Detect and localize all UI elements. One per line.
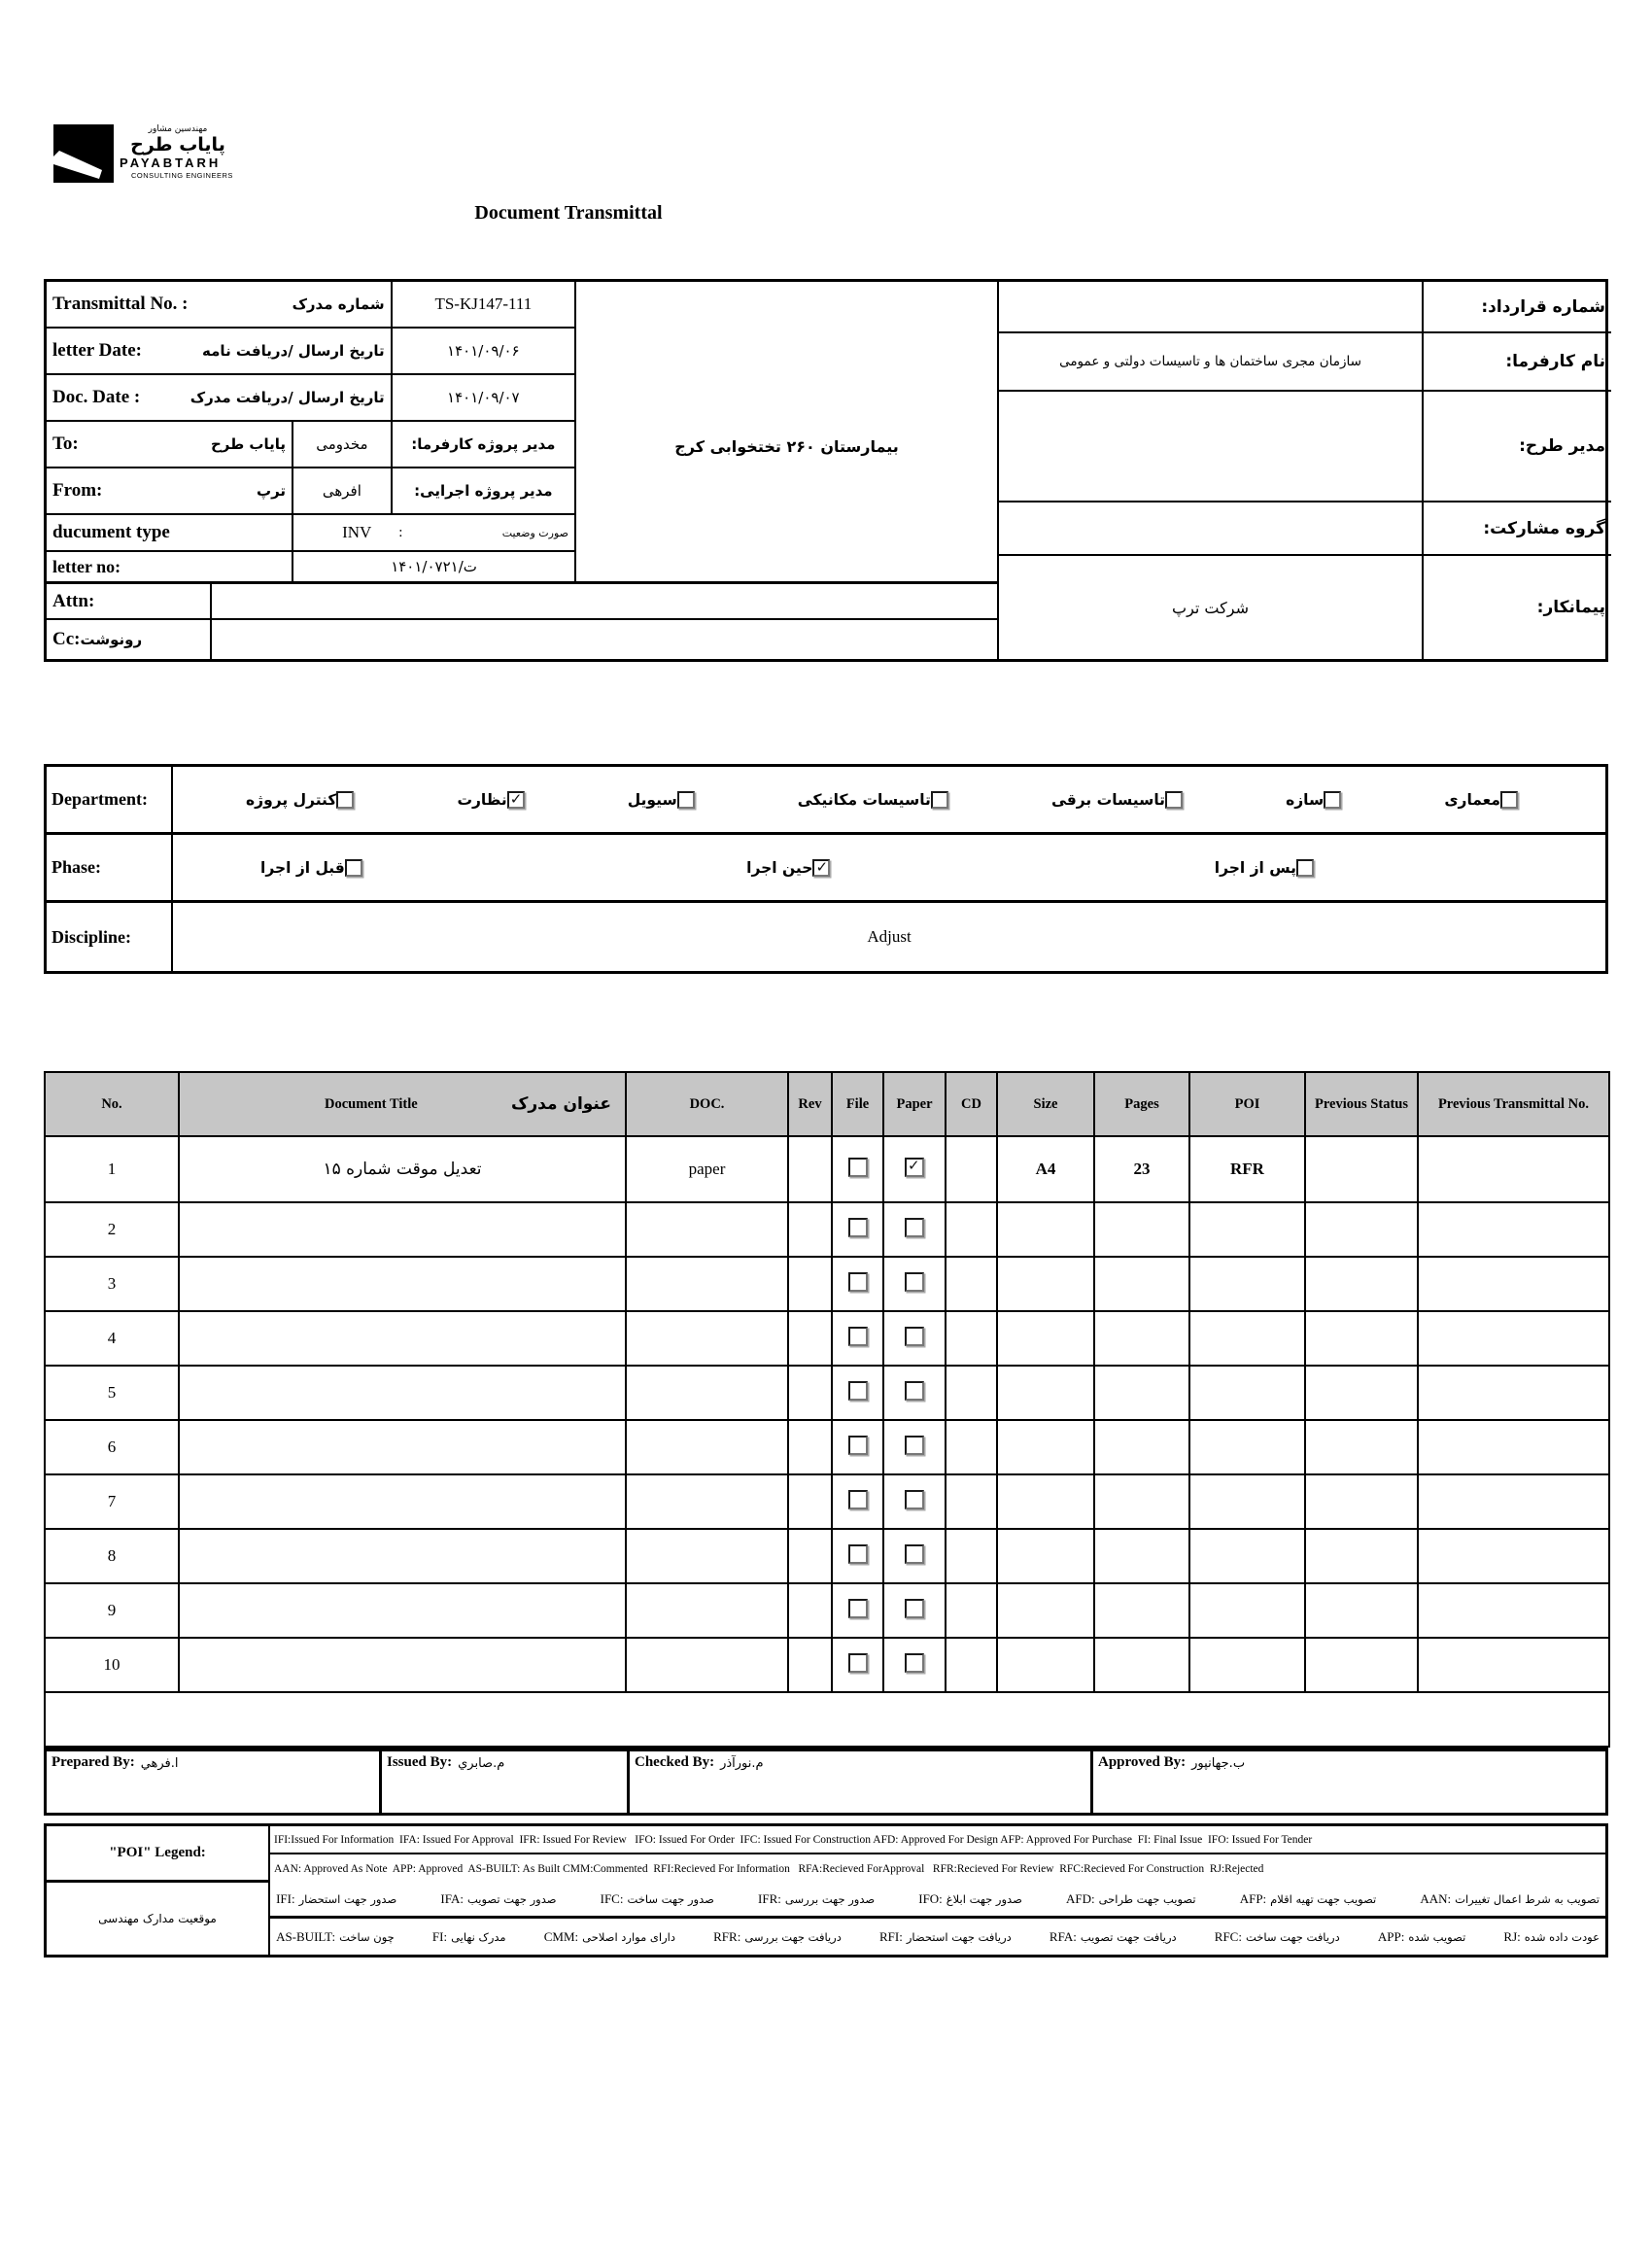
brand-en: PAYABTARH <box>120 156 222 170</box>
row-file-checkbox <box>832 1583 883 1638</box>
letter-date-label-fa: تاریخ ارسال /دریافت نامه <box>202 342 385 360</box>
row-title <box>179 1366 626 1420</box>
row-no: 6 <box>45 1420 179 1474</box>
row-previous-status <box>1305 1366 1418 1420</box>
row-pages <box>1094 1583 1189 1638</box>
partnership-group-value <box>999 502 1422 554</box>
row-file-checkbox <box>832 1529 883 1583</box>
row-previous-status <box>1305 1474 1418 1529</box>
document-row <box>45 1136 1609 1202</box>
cc-label-en: Cc: <box>52 629 81 649</box>
phase-options <box>173 835 1605 900</box>
document-row <box>45 1474 1609 1529</box>
option-item <box>737 859 830 877</box>
row-poi <box>1189 1257 1305 1311</box>
col-document-title: Document Title عنوان مدرک <box>179 1072 626 1136</box>
row-previous-transmittal <box>1418 1529 1609 1583</box>
row-paper-checkbox <box>883 1311 946 1366</box>
issued-by-cell: Issued By: م.صابري <box>382 1751 630 1813</box>
company-logo-icon <box>53 124 114 183</box>
checkbox-unchecked-icon[interactable] <box>848 1381 868 1401</box>
checkbox-unchecked-icon[interactable] <box>677 791 695 809</box>
row-cd-checkbox <box>946 1529 997 1583</box>
to-middle-value: مخدومی <box>293 422 393 467</box>
row-title <box>179 1311 626 1366</box>
row-cd-checkbox <box>946 1202 997 1257</box>
legend-item: IFR: صدور جهت بررسی <box>758 1891 876 1906</box>
document-row <box>45 1202 1609 1257</box>
row-previous-transmittal <box>1418 1311 1609 1366</box>
row-title <box>179 1420 626 1474</box>
row-cd-checkbox <box>946 1474 997 1529</box>
row-rev <box>788 1202 832 1257</box>
document-type-label-cell <box>47 515 293 550</box>
checkbox-unchecked-icon[interactable] <box>905 1490 924 1509</box>
row-doc <box>626 1583 788 1638</box>
row-poi <box>1189 1474 1305 1529</box>
row-no: 7 <box>45 1474 179 1529</box>
to-label: To: <box>52 433 79 454</box>
poi-legend-label: "POI" Legend: <box>47 1826 270 1883</box>
row-no: 8 <box>45 1529 179 1583</box>
row-title <box>179 1474 626 1529</box>
row-pages <box>1094 1474 1189 1529</box>
poi-legend-en-line1: IFI:Issued For Information IFA: Issued For Approval IFR: Issued For Review IFO: Issued For Order IFC: Issued For Construction AFD: Approved For Design AFP: Approved For Purchase FI: Final Issue IFO: Issued For Tender <box>270 1826 1605 1854</box>
client-name-label: نام کارفرما: <box>1422 333 1611 390</box>
row-poi <box>1189 1638 1305 1692</box>
legend-item: RFC: دریافت جهت ساخت <box>1214 1928 1340 1944</box>
poi-legend-fa-line1 <box>270 1883 1605 1919</box>
document-row <box>45 1638 1609 1692</box>
row-poi <box>1189 1529 1305 1583</box>
from-middle-value: افرهی <box>293 468 393 513</box>
row-doc <box>626 1257 788 1311</box>
checkbox-unchecked-icon[interactable] <box>1165 791 1183 809</box>
transmittal-no-label-fa: شماره مدرک <box>292 295 385 313</box>
checkbox-unchecked-icon[interactable] <box>905 1327 924 1346</box>
row-file-checkbox <box>832 1136 883 1202</box>
row-poi <box>1189 1311 1305 1366</box>
option-label: کنترل پروژه <box>246 790 337 809</box>
col-rev: Rev <box>788 1072 832 1136</box>
row-file-checkbox <box>832 1257 883 1311</box>
document-type-value: INV <box>342 523 372 541</box>
row-previous-status <box>1305 1311 1418 1366</box>
brand-fa-small: مهندسین مشاور <box>148 124 208 134</box>
checkbox-unchecked-icon[interactable] <box>848 1490 868 1509</box>
checkbox-unchecked-icon[interactable] <box>905 1599 924 1618</box>
option-item <box>251 859 362 877</box>
row-paper-checkbox <box>883 1366 946 1420</box>
checkbox-checked-icon[interactable] <box>905 1158 924 1177</box>
row-cd-checkbox <box>946 1136 997 1202</box>
row-pages <box>1094 1638 1189 1692</box>
document-row <box>45 1311 1609 1366</box>
checkbox-unchecked-icon[interactable] <box>848 1599 868 1618</box>
option-item <box>236 791 354 809</box>
row-paper-checkbox <box>883 1136 946 1202</box>
row-previous-status <box>1305 1583 1418 1638</box>
row-file-checkbox <box>832 1202 883 1257</box>
checkbox-unchecked-icon[interactable] <box>848 1218 868 1237</box>
prepared-by-cell: Prepared By: ا.فرهي <box>47 1751 382 1813</box>
option-label: تاسیسات برقی <box>1050 790 1166 809</box>
row-pages: 23 <box>1094 1136 1189 1202</box>
row-paper-checkbox <box>883 1474 946 1529</box>
brand-subtitle: CONSULTING ENGINEERS <box>131 171 233 180</box>
project-name-cell <box>576 282 997 581</box>
row-previous-status <box>1305 1420 1418 1474</box>
row-no: 3 <box>45 1257 179 1311</box>
row-pages <box>1094 1311 1189 1366</box>
document-type-value-cell: INV : صورت وضعیت <box>342 523 568 541</box>
checkbox-unchecked-icon[interactable] <box>905 1653 924 1673</box>
row-rev <box>788 1136 832 1202</box>
letter-date-value: ۱۴۰۱/۰۹/۰۶ <box>447 342 520 360</box>
row-cd-checkbox <box>946 1257 997 1311</box>
col-file: File <box>832 1072 883 1136</box>
classification-table <box>44 764 1608 974</box>
row-poi <box>1189 1420 1305 1474</box>
checkbox-unchecked-icon[interactable] <box>1296 859 1314 877</box>
row-previous-transmittal <box>1418 1638 1609 1692</box>
option-label: تاسیسات مکانیکی <box>797 790 931 809</box>
row-pages <box>1094 1202 1189 1257</box>
partnership-group-label: گروه مشارکت: <box>1422 502 1611 554</box>
option-label: حین اجرا <box>746 858 813 877</box>
checkbox-checked-icon[interactable] <box>812 859 830 877</box>
cc-label-fa: رونوشت <box>80 631 143 648</box>
checkbox-unchecked-icon[interactable] <box>345 859 362 877</box>
row-paper-checkbox <box>883 1638 946 1692</box>
row-pages <box>1094 1420 1189 1474</box>
legend-item: FI: مدرک نهایی <box>431 1928 506 1944</box>
checkbox-unchecked-icon[interactable] <box>336 791 354 809</box>
row-previous-transmittal <box>1418 1136 1609 1202</box>
project-manager-value <box>999 392 1422 501</box>
cc-value-cell <box>212 620 997 659</box>
phase-label: Phase: <box>47 835 173 900</box>
legend-item: IFC: صدور جهت ساخت <box>600 1891 714 1906</box>
row-no: 2 <box>45 1202 179 1257</box>
row-size: A4 <box>997 1136 1094 1202</box>
to-label-cell <box>47 422 293 467</box>
row-file-checkbox <box>832 1311 883 1366</box>
row-previous-transmittal <box>1418 1366 1609 1420</box>
contract-no-label: شماره قرارداد: <box>1422 282 1611 331</box>
row-poi <box>1189 1583 1305 1638</box>
contract-no-value <box>999 282 1422 331</box>
contractor-label: پیمانکار: <box>1422 556 1611 659</box>
row-pages <box>1094 1366 1189 1420</box>
row-size <box>997 1311 1094 1366</box>
option-label: سازه <box>1286 790 1325 809</box>
doc-date-value: ۱۴۰۱/۰۹/۰۷ <box>447 389 520 406</box>
contractor-value: شرکت ترپ <box>1172 598 1249 617</box>
option-label: قبل از اجرا <box>260 858 345 877</box>
row-rev <box>788 1257 832 1311</box>
checkbox-unchecked-icon[interactable] <box>848 1544 868 1564</box>
option-item <box>1042 791 1183 809</box>
col-size: Size <box>997 1072 1094 1136</box>
cc-label-cell <box>47 620 212 659</box>
row-paper-checkbox <box>883 1583 946 1638</box>
row-no: 1 <box>45 1136 179 1202</box>
row-previous-status <box>1305 1257 1418 1311</box>
legend-item: RFI: دریافت جهت استحضار <box>878 1928 1012 1944</box>
row-file-checkbox <box>832 1366 883 1420</box>
col-cd: CD <box>946 1072 997 1136</box>
header-table <box>44 279 1608 662</box>
discipline-label: Discipline: <box>47 903 173 971</box>
row-poi: RFR <box>1189 1136 1305 1202</box>
checkbox-unchecked-icon[interactable] <box>905 1381 924 1401</box>
row-paper-checkbox <box>883 1257 946 1311</box>
option-item <box>1434 791 1518 809</box>
legend-item: IFO: صدور جهت ابلاغ <box>918 1891 1022 1906</box>
option-label: پس از اجرا <box>1214 858 1296 877</box>
document-row <box>45 1420 1609 1474</box>
col-poi: POI <box>1189 1072 1305 1136</box>
notes-empty-row <box>45 1692 1609 1747</box>
checkbox-checked-icon[interactable] <box>507 791 525 809</box>
letter-no-label: letter no: <box>52 556 121 576</box>
col-no: No. <box>45 1072 179 1136</box>
row-previous-status <box>1305 1638 1418 1692</box>
row-rev <box>788 1529 832 1583</box>
option-item <box>618 791 695 809</box>
legend-item: CMM: دارای موارد اصلاحی <box>543 1928 675 1944</box>
row-pages <box>1094 1257 1189 1311</box>
checkbox-unchecked-icon[interactable] <box>848 1436 868 1455</box>
poi-legend-fa-line2 <box>270 1919 1605 1955</box>
row-cd-checkbox <box>946 1420 997 1474</box>
checkbox-unchecked-icon[interactable] <box>848 1158 868 1177</box>
transmittal-no-label-en: Transmittal No. : <box>52 294 189 314</box>
row-doc <box>626 1474 788 1529</box>
row-no: 9 <box>45 1583 179 1638</box>
row-doc <box>626 1638 788 1692</box>
row-title <box>179 1638 626 1692</box>
row-rev <box>788 1311 832 1366</box>
row-paper-checkbox <box>883 1529 946 1583</box>
col-previous-transmittal: Previous Transmittal No. <box>1418 1072 1609 1136</box>
page-title: Document Transmittal <box>474 202 663 224</box>
table-header-row <box>45 1072 1609 1136</box>
checkbox-unchecked-icon[interactable] <box>848 1653 868 1673</box>
row-size <box>997 1202 1094 1257</box>
legend-item: RJ: عودت داده شده <box>1503 1928 1600 1944</box>
col-paper: Paper <box>883 1072 946 1136</box>
legend-item: AAN: تصویب به شرط اعمال تغییرات <box>1420 1891 1600 1906</box>
attn-value-cell <box>212 584 997 618</box>
row-size <box>997 1474 1094 1529</box>
row-size <box>997 1366 1094 1420</box>
client-name-value: سازمان مجری ساختمان ها و تاسیسات دولتی و عمومی <box>1059 354 1361 369</box>
transmittal-no-label-cell <box>47 282 393 327</box>
letter-no-value: ت/۱۴۰۱/۰۷۲۱ <box>391 558 477 575</box>
discipline-value: Adjust <box>867 927 912 946</box>
document-row <box>45 1583 1609 1638</box>
row-previous-transmittal <box>1418 1257 1609 1311</box>
row-size <box>997 1529 1094 1583</box>
row-no: 10 <box>45 1638 179 1692</box>
row-rev <box>788 1366 832 1420</box>
row-cd-checkbox <box>946 1366 997 1420</box>
checkbox-unchecked-icon[interactable] <box>848 1272 868 1292</box>
checkbox-unchecked-icon[interactable] <box>905 1272 924 1292</box>
row-doc <box>626 1202 788 1257</box>
checkbox-unchecked-icon[interactable] <box>931 791 948 809</box>
executive-pm-label: مدیر پروژه اجرایی: <box>414 482 553 500</box>
row-no: 4 <box>45 1311 179 1366</box>
option-item <box>788 791 948 809</box>
option-label: سیویل <box>627 790 677 809</box>
row-paper-checkbox <box>883 1202 946 1257</box>
row-size <box>997 1257 1094 1311</box>
row-doc <box>626 1420 788 1474</box>
row-file-checkbox <box>832 1474 883 1529</box>
legend-item: AFP: تصویب جهت تهیه اقلام <box>1239 1891 1377 1906</box>
from-label-cell <box>47 468 293 513</box>
option-item <box>1276 791 1341 809</box>
document-transmittal-page <box>0 124 1652 1958</box>
doc-date-label-cell <box>47 375 393 420</box>
option-label: معماری <box>1444 790 1500 809</box>
checkbox-unchecked-icon[interactable] <box>905 1218 924 1237</box>
letter-date-label-en: letter Date: <box>52 340 142 361</box>
document-row <box>45 1257 1609 1311</box>
row-poi <box>1189 1202 1305 1257</box>
client-pm-label: مدیر پروژه کارفرما: <box>411 435 556 453</box>
row-cd-checkbox <box>946 1311 997 1366</box>
row-no: 5 <box>45 1366 179 1420</box>
row-previous-transmittal <box>1418 1583 1609 1638</box>
project-name: بیمارستان ۲۶۰ تختخوابی کرج <box>674 436 899 456</box>
to-value: پایاب طرح <box>210 435 287 453</box>
document-row <box>45 1529 1609 1583</box>
department-label: Department: <box>47 767 173 832</box>
legend-item: RFR: دریافت جهت بررسی <box>713 1928 842 1944</box>
row-previous-status <box>1305 1202 1418 1257</box>
col-pages: Pages <box>1094 1072 1189 1136</box>
checkbox-unchecked-icon[interactable] <box>905 1544 924 1564</box>
document-list-table <box>44 1071 1610 1748</box>
row-rev <box>788 1638 832 1692</box>
row-pages <box>1094 1529 1189 1583</box>
from-label: From: <box>52 480 103 501</box>
letter-no-label-cell <box>47 552 293 581</box>
row-size <box>997 1420 1094 1474</box>
legend-item: AS-BUILT: چون ساخت <box>276 1928 395 1944</box>
project-manager-label: مدیر طرح: <box>1422 392 1611 501</box>
option-item <box>447 791 524 809</box>
logo-swoosh-icon <box>53 124 114 183</box>
attn-label-cell: Attn: <box>47 584 212 618</box>
doc-date-label-en: Doc. Date : <box>52 387 141 407</box>
option-label: نظارت <box>457 790 507 809</box>
document-row <box>45 1366 1609 1420</box>
row-title <box>179 1202 626 1257</box>
brand-fa: پایاب طرح <box>130 134 225 156</box>
row-poi <box>1189 1366 1305 1420</box>
row-previous-transmittal <box>1418 1420 1609 1474</box>
row-previous-transmittal <box>1418 1202 1609 1257</box>
row-previous-status <box>1305 1529 1418 1583</box>
row-size <box>997 1583 1094 1638</box>
approved-by-cell: Approved By: ب.جهانپور <box>1098 1754 1246 1771</box>
row-previous-transmittal <box>1418 1474 1609 1529</box>
col-previous-status: Previous Status <box>1305 1072 1418 1136</box>
row-rev <box>788 1583 832 1638</box>
company-logo-block <box>53 124 1608 189</box>
from-value: ترپ <box>257 482 287 500</box>
row-size <box>997 1638 1094 1692</box>
transmittal-no-value: TS-KJ147-111 <box>434 294 533 313</box>
row-doc <box>626 1366 788 1420</box>
checkbox-unchecked-icon[interactable] <box>905 1436 924 1455</box>
legend-item: IFI: صدور جهت استحضار <box>276 1891 397 1906</box>
checked-by-cell: Checked By: م.نورآذر <box>630 1751 1093 1813</box>
row-rev <box>788 1474 832 1529</box>
legend-item: IFA: صدور جهت تصویب <box>440 1891 557 1906</box>
row-paper-checkbox <box>883 1420 946 1474</box>
row-title <box>179 1583 626 1638</box>
department-options <box>173 767 1605 832</box>
row-file-checkbox <box>832 1638 883 1692</box>
row-rev <box>788 1420 832 1474</box>
legend-item: APP: تصویب شده <box>1377 1928 1466 1944</box>
doc-date-label-fa: تاریخ ارسال /دریافت مدرک <box>189 389 385 406</box>
checkbox-unchecked-icon[interactable] <box>1324 791 1341 809</box>
document-type-label: ducument type <box>52 522 170 542</box>
row-title: تعدیل موقت شماره ۱۵ <box>179 1136 626 1202</box>
legend-item: RFA: دریافت جهت تصویب <box>1049 1928 1177 1944</box>
checkbox-unchecked-icon[interactable] <box>848 1327 868 1346</box>
row-doc <box>626 1529 788 1583</box>
row-doc: paper <box>626 1136 788 1202</box>
legend-item: AFD: تصویب جهت طراحی <box>1065 1891 1196 1906</box>
option-item <box>1205 859 1314 877</box>
fa-legend-label: موقعیت مدارک مهندسی <box>47 1883 270 1955</box>
row-cd-checkbox <box>946 1638 997 1692</box>
row-file-checkbox <box>832 1420 883 1474</box>
checkbox-unchecked-icon[interactable] <box>1500 791 1518 809</box>
poi-legend-table <box>44 1823 1608 1958</box>
signature-row <box>44 1748 1608 1816</box>
col-doc: DOC. <box>626 1072 788 1136</box>
row-cd-checkbox <box>946 1583 997 1638</box>
document-type-value-fa: صورت وضعیت <box>501 526 568 539</box>
poi-legend-en-line2: AAN: Approved As Note APP: Approved AS-BUILT: As Built CMM:Commented RFI:Recieved For Information RFA:Recieved ForApproval RFR:Recieved For Review RFC:Recieved For Construction RJ:Rejected <box>274 1862 1264 1875</box>
row-doc <box>626 1311 788 1366</box>
row-title <box>179 1257 626 1311</box>
row-title <box>179 1529 626 1583</box>
row-previous-status <box>1305 1136 1418 1202</box>
letter-date-label-cell <box>47 329 393 373</box>
